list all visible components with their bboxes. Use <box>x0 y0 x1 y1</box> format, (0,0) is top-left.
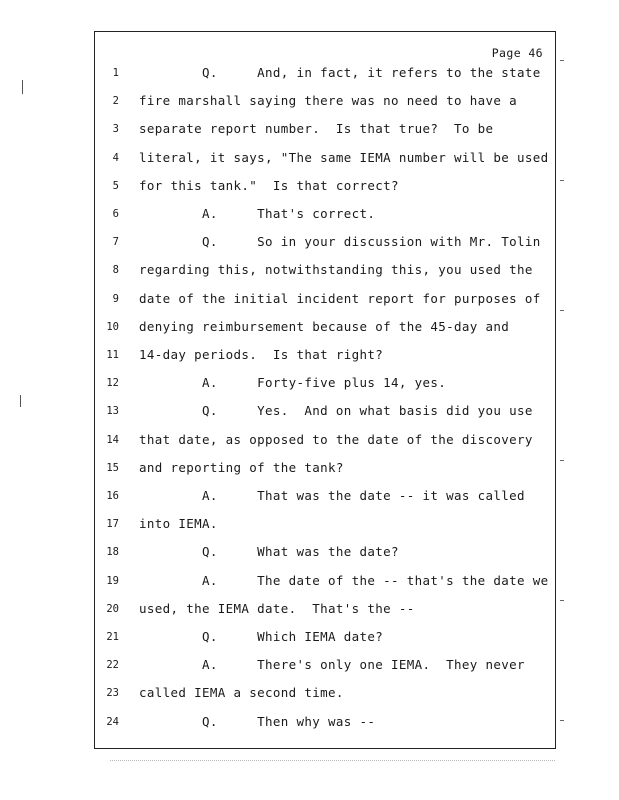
transcript-line <box>95 65 555 87</box>
transcript-line <box>95 234 555 256</box>
line-text: date of the initial incident report for purposes of <box>139 290 541 306</box>
line-number: 5 <box>112 179 119 192</box>
line-number: 11 <box>106 349 119 361</box>
line-number: 18 <box>106 546 119 559</box>
line-text: called IEMA a second time. <box>139 685 344 701</box>
line-text: A. That was the date -- it was called <box>139 488 525 503</box>
line-text: Q. Then why was -- <box>139 713 376 729</box>
line-text: regarding this, notwithstanding this, you used the <box>139 262 533 278</box>
transcript-line <box>95 573 555 595</box>
line-number: 9 <box>112 292 119 305</box>
line-number: 16 <box>106 490 119 502</box>
line-text: A. There's only one IEMA. They never <box>139 657 525 673</box>
line-number: 4 <box>112 151 119 164</box>
line-text: A. That's correct. <box>139 206 376 221</box>
page-number: Page 46 <box>491 46 543 60</box>
line-text: for this tank." Is that correct? <box>139 177 399 193</box>
footer-strip <box>110 760 555 769</box>
line-number: 10 <box>106 320 119 333</box>
line-number: 14 <box>106 433 119 446</box>
transcript-line <box>95 347 555 369</box>
transcript-line <box>95 206 555 228</box>
transcript-line <box>95 178 555 200</box>
line-number: 22 <box>106 659 119 672</box>
transcript-line <box>95 319 555 341</box>
transcript-line <box>95 714 555 736</box>
line-text: A. Forty-five plus 14, yes. <box>139 375 447 391</box>
transcript-line <box>95 657 555 679</box>
line-number: 7 <box>112 236 119 249</box>
line-number: 1 <box>112 67 119 79</box>
right-margin-ticks <box>560 40 566 740</box>
line-text: separate report number. Is that true? To be <box>139 121 494 137</box>
transcript-line <box>95 291 555 313</box>
line-number: 12 <box>106 377 119 390</box>
line-number: 8 <box>112 264 119 277</box>
transcript-page <box>94 31 556 749</box>
line-text: Q. What was the date? <box>139 544 399 560</box>
line-number: 17 <box>106 518 119 531</box>
line-number: 13 <box>106 405 119 418</box>
margin-mark <box>22 80 23 94</box>
transcript-line <box>95 544 555 566</box>
line-text: and reporting of the tank? <box>139 459 344 475</box>
line-number: 19 <box>106 574 119 587</box>
transcript-line <box>95 403 555 425</box>
line-number: 6 <box>112 208 119 220</box>
line-text: that date, as opposed to the date of the discovery <box>139 431 533 447</box>
transcript-line <box>95 121 555 143</box>
transcript-line <box>95 150 555 172</box>
line-text: fire marshall saying there was no need to have a <box>139 93 518 109</box>
line-text: Q. So in your discussion with Mr. Tolin <box>139 234 541 250</box>
line-number: 23 <box>106 687 119 700</box>
margin-mark <box>20 395 21 407</box>
line-number: 21 <box>106 631 119 643</box>
line-text: Q. Which IEMA date? <box>139 629 384 644</box>
transcript-line <box>95 601 555 623</box>
line-number: 15 <box>106 461 119 474</box>
line-number: 3 <box>112 123 119 136</box>
line-text: Q. And, in fact, it refers to the state <box>139 65 541 80</box>
transcript-line <box>95 488 555 510</box>
transcript-line <box>95 685 555 707</box>
line-text: into IEMA. <box>139 516 218 532</box>
transcript-line <box>95 516 555 538</box>
line-text: denying reimbursement because of the 45-day and <box>139 318 510 334</box>
transcript-line <box>95 432 555 454</box>
line-text: Q. Yes. And on what basis did you use <box>139 403 533 419</box>
line-text: literal, it says, "The same IEMA number will be used <box>139 149 549 165</box>
transcript-line <box>95 262 555 284</box>
transcript-line <box>95 460 555 482</box>
transcript-line <box>95 629 555 651</box>
line-number: 2 <box>112 95 119 108</box>
line-text: 14-day periods. Is that right? <box>139 347 384 362</box>
transcript-line <box>95 93 555 115</box>
line-text: used, the IEMA date. That's the -- <box>139 600 415 616</box>
line-text: A. The date of the -- that's the date we <box>139 572 549 588</box>
transcript-line <box>95 375 555 397</box>
line-number: 20 <box>106 602 119 615</box>
line-number: 24 <box>106 715 119 728</box>
